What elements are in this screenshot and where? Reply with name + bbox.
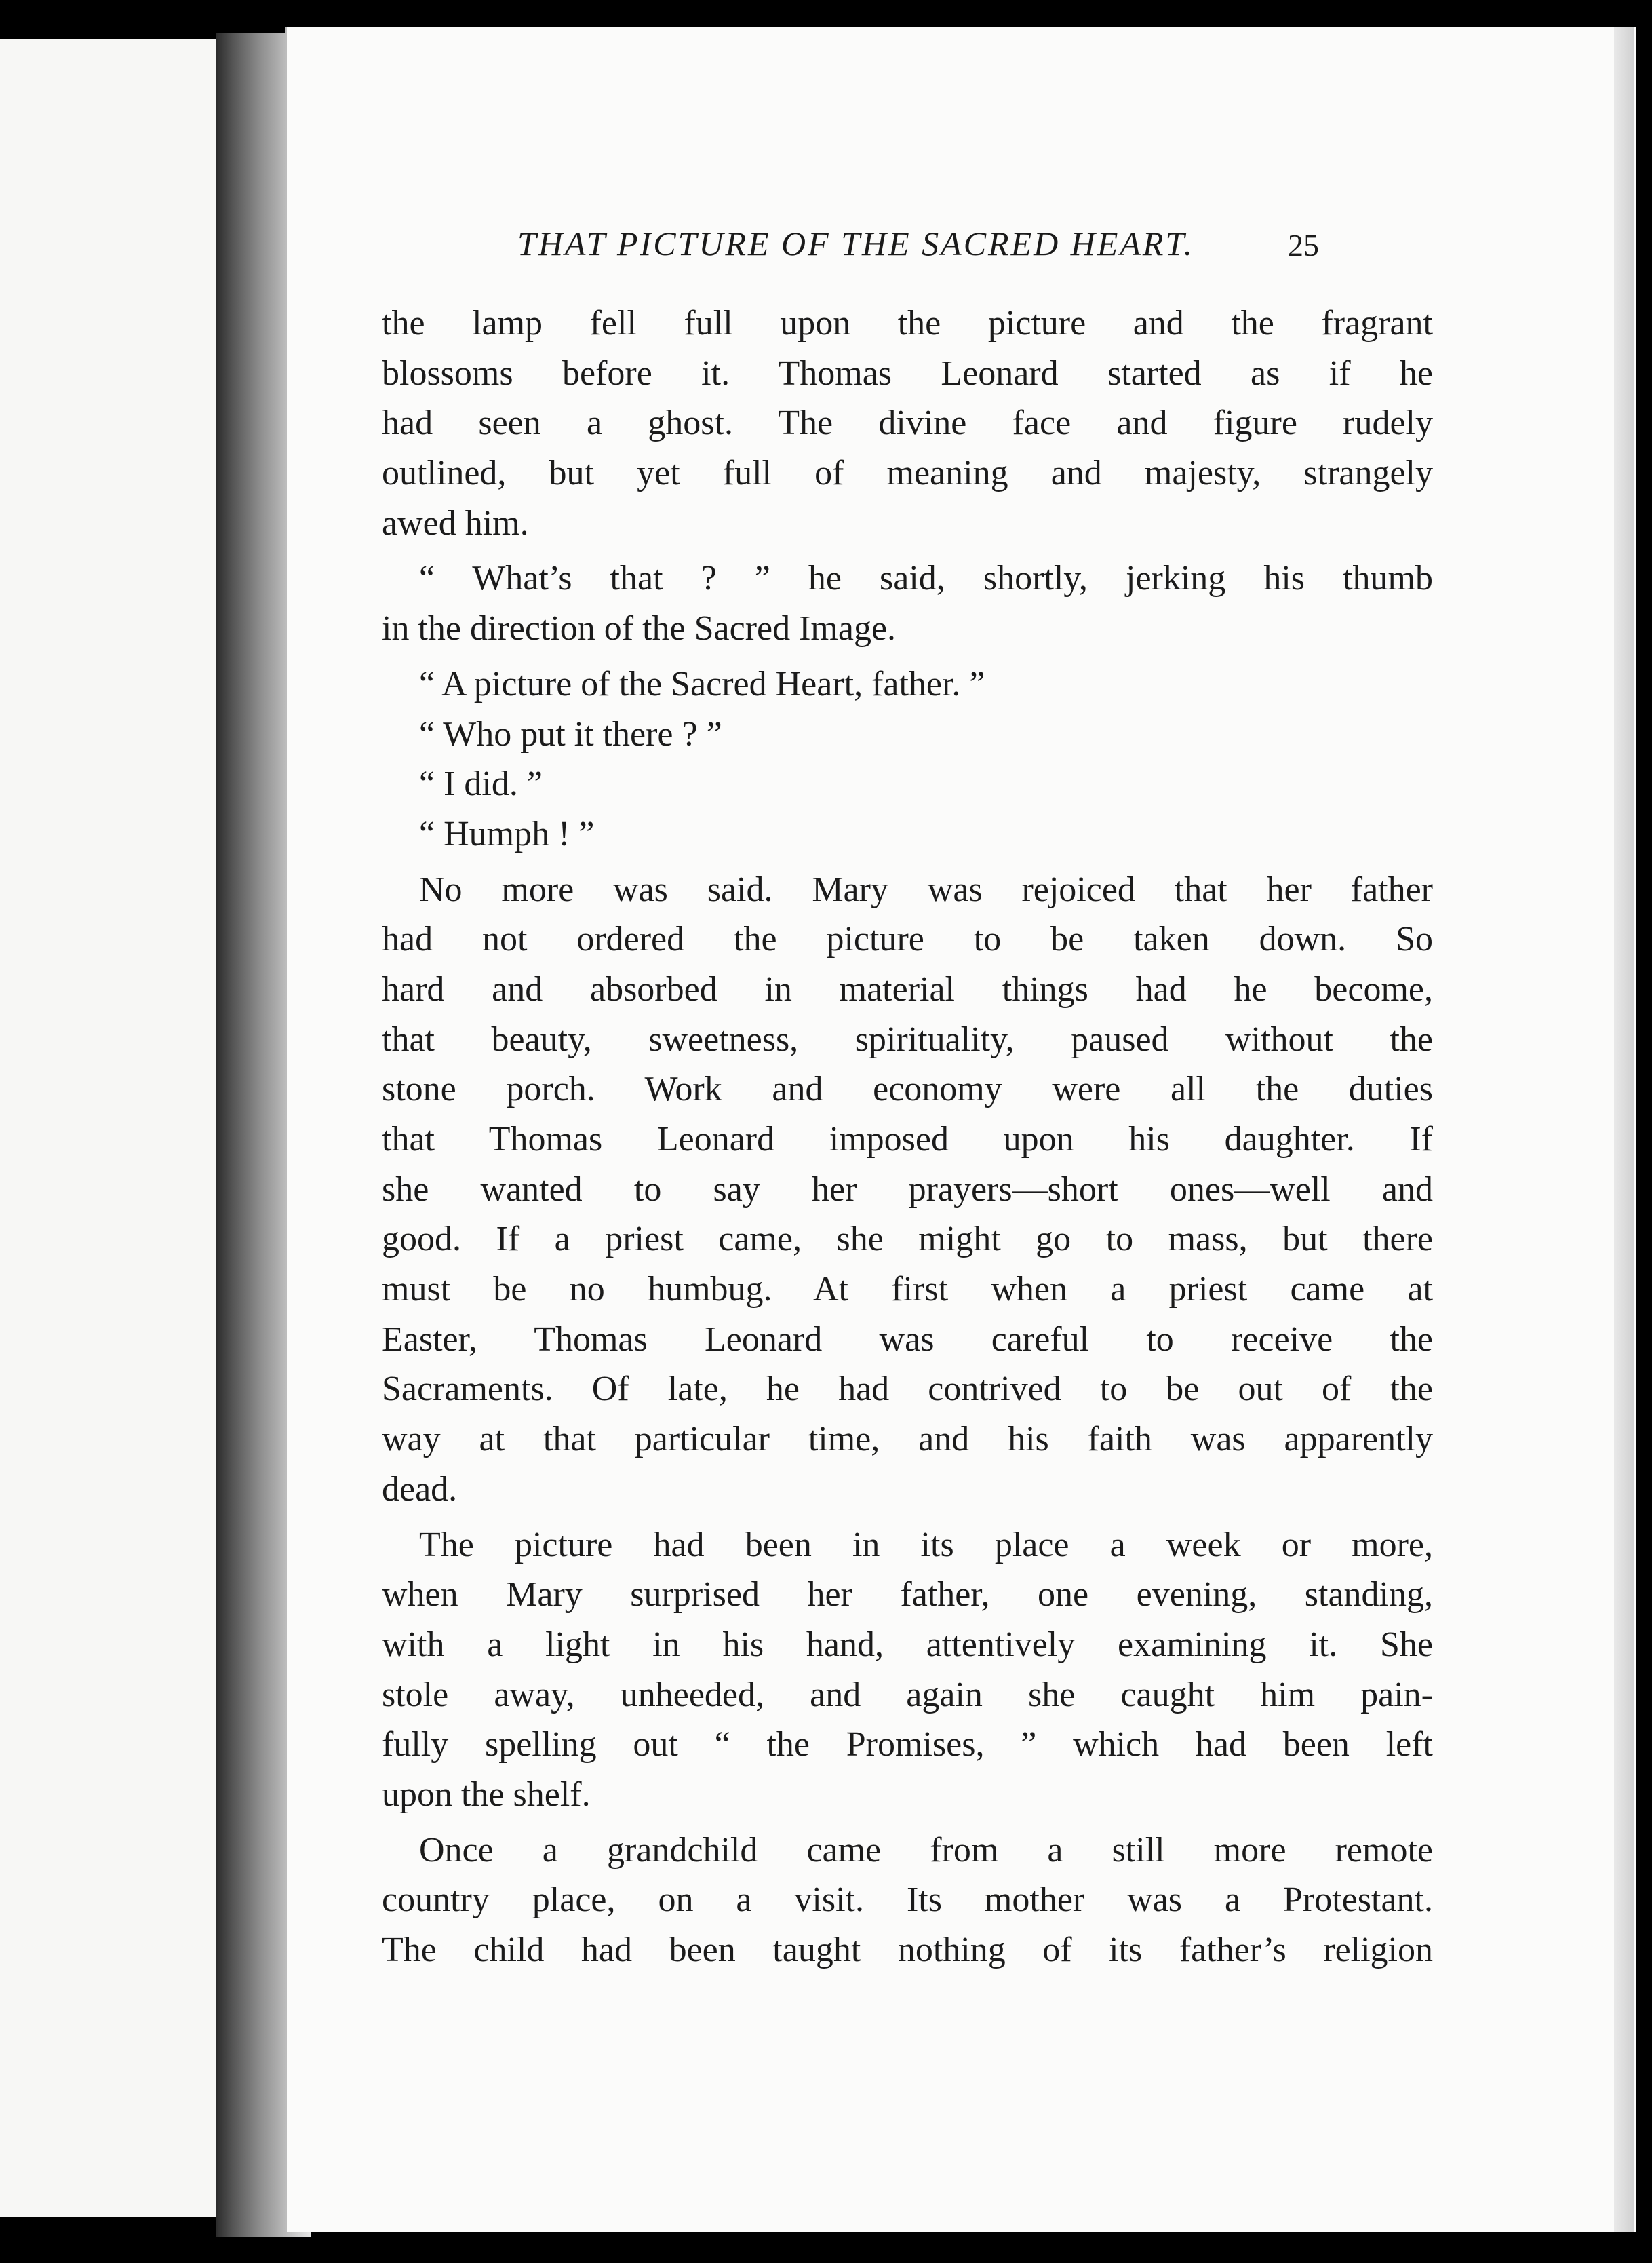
text-line: way at that particular time, and his faith was apparently (382, 1420, 1433, 1459)
text-line: blossoms before it. Thomas Leonard started as if he (382, 353, 1433, 393)
text-line: had seen a ghost. The divine face and figure rudely (382, 404, 1433, 443)
text-line: Once a grandchild came from a still more remote (419, 1830, 1433, 1870)
text-line: “ What’s that ? ” he said, shortly, jerking his thumb (419, 559, 1433, 598)
text-line: “ Who put it there ? ” (419, 714, 722, 754)
text-line: the lamp fell full upon the picture and the fragrant (382, 304, 1433, 343)
text-line: dead. (382, 1469, 458, 1509)
page-edge (1614, 27, 1634, 2232)
text-line: that Thomas Leonard imposed upon his daughter. If (382, 1120, 1433, 1159)
text-line: “ I did. ” (419, 765, 543, 804)
text-line: hard and absorbed in material things had he become, (382, 969, 1433, 1009)
text-line: when Mary surprised her father, one evening, standing, (382, 1575, 1433, 1614)
text-line: Easter, Thomas Leonard was careful to receive the (382, 1319, 1433, 1359)
text-line: fully spelling out “ the Promises, ” which had been left (382, 1725, 1433, 1764)
page-number: 25 (1288, 228, 1319, 263)
running-head: THAT PICTURE OF THE SACRED HEART. (517, 225, 1195, 263)
text-line: must be no humbug. At first when a priest came at (382, 1270, 1433, 1309)
text-line: “ Humph ! ” (419, 814, 595, 853)
text-line: in the direction of the Sacred Image. (382, 609, 897, 649)
text-line: she wanted to say her prayers—short ones—well and (382, 1169, 1433, 1209)
text-line: stone porch. Work and economy were all the duties (382, 1070, 1433, 1109)
text-line: outlined, but yet full of meaning and majesty, strangely (382, 454, 1433, 493)
text-line: had not ordered the picture to be taken down. So (382, 920, 1433, 959)
left-page-text-fragments (0, 39, 227, 2217)
text-line: The picture had been in its place a week or more, (419, 1525, 1433, 1564)
text-line: upon the shelf. (382, 1775, 591, 1814)
text-line: stole away, unheeded, and again she caught him pain- (382, 1675, 1433, 1714)
text-line: with a light in his hand, attentively examining it. She (382, 1625, 1433, 1664)
text-line: Sacraments. Of late, he had contrived to be out of the (382, 1370, 1433, 1409)
body-text (382, 298, 1433, 1975)
text-line: No more was said. Mary was rejoiced that her father (419, 870, 1433, 909)
text-line: good. If a priest came, she might go to mass, but there (382, 1220, 1433, 1259)
left-facing-page (0, 39, 227, 2217)
text-line: country place, on a visit. Its mother was a Protestant. (382, 1880, 1433, 1920)
right-page (285, 27, 1636, 2232)
text-line: awed him. (382, 503, 529, 543)
text-line: The child had been taught nothing of its father’s religion (382, 1931, 1433, 1969)
text-line: “ A picture of the Sacred Heart, father. ” (419, 664, 985, 703)
text-line: that beauty, sweetness, spirituality, paused without the (382, 1020, 1433, 1059)
